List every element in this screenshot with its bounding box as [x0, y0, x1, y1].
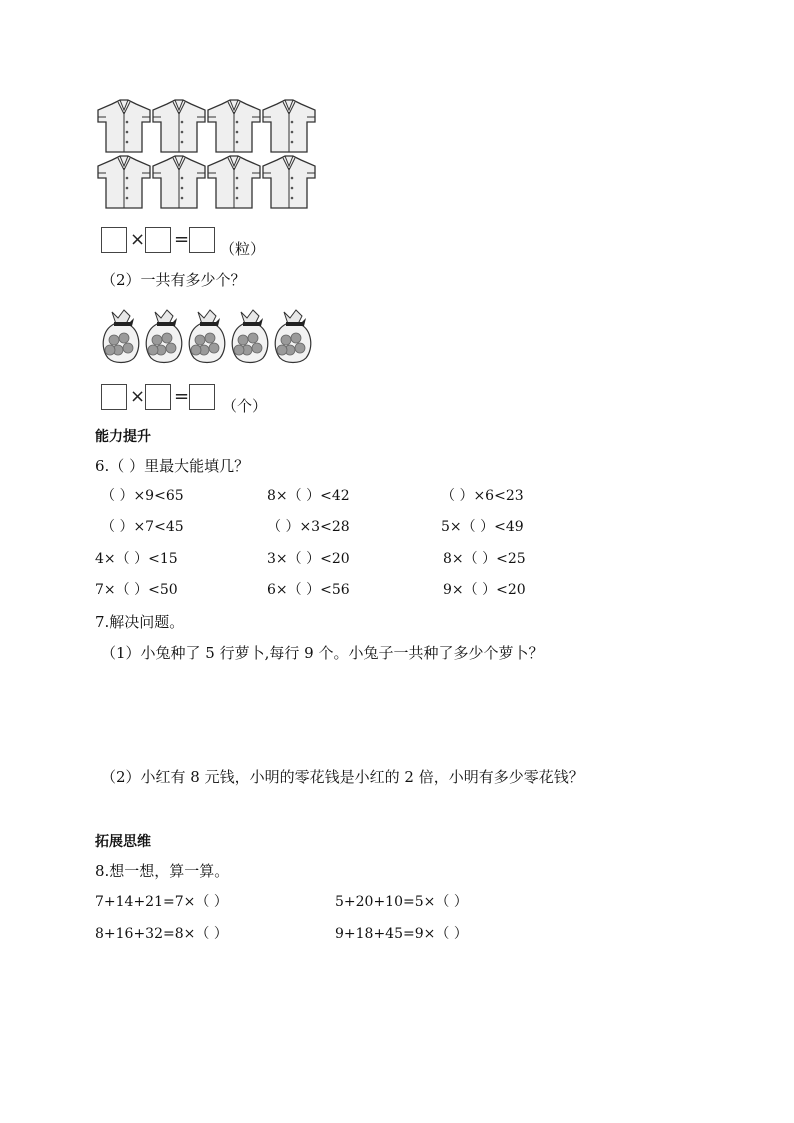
- section-heading: 拓展思维: [95, 834, 151, 850]
- inequality: 8×（ ）<42: [267, 488, 350, 504]
- equals-sign: =: [174, 386, 190, 407]
- shirt-icon: [98, 156, 150, 208]
- money-bag-icon: [103, 310, 139, 363]
- answer-box[interactable]: [101, 227, 127, 253]
- inequality: 9×（ ）<20: [443, 582, 526, 598]
- inequality: 7×（ ）<50: [95, 582, 178, 598]
- money-bag-icon: [275, 310, 311, 363]
- answer-box[interactable]: [101, 384, 127, 410]
- shirts-illustration: [98, 100, 338, 210]
- equation: 5+20+10=5×（ ）: [335, 894, 468, 910]
- money-bags-illustration: [100, 306, 320, 366]
- times-sign: ×: [130, 386, 146, 407]
- answer-box[interactable]: [189, 227, 215, 253]
- answer-box[interactable]: [189, 384, 215, 410]
- shirt-icon: [208, 100, 260, 152]
- money-bag-icon: [189, 310, 225, 363]
- inequality: （ ）×7<45: [101, 519, 184, 535]
- inequality: 5×（ ）<49: [441, 519, 524, 535]
- equation: 8+16+32=8×（ ）: [95, 926, 228, 942]
- question-7-title: 7.解决问题。: [95, 613, 185, 631]
- shirt-icon: [208, 156, 260, 208]
- inequality: 6×（ ）<56: [267, 582, 350, 598]
- question-6-title: 6.（ ）里最大能填几？: [95, 457, 250, 475]
- unit-label: （个）: [222, 397, 268, 415]
- q6-row: [95, 517, 615, 537]
- equation: 9+18+45=9×（ ）: [335, 926, 468, 942]
- shirt-icon: [153, 156, 205, 208]
- money-bag-icon: [146, 310, 182, 363]
- q8-row: [95, 892, 615, 912]
- q8-row: [95, 924, 615, 944]
- equation: 7+14+21=7×（ ）: [95, 894, 228, 910]
- shirt-icon: [153, 100, 205, 152]
- q6-row: [95, 549, 615, 569]
- answer-box[interactable]: [145, 227, 171, 253]
- unit-label: （粒）: [220, 240, 266, 258]
- inequality: （ ）×9<65: [101, 488, 184, 504]
- shirt-icon: [263, 100, 315, 152]
- inequality: 3×（ ）<20: [267, 551, 350, 567]
- question-7-part-2: （2）小红有 8 元钱，小明的零花钱是小红的 2 倍，小明有多少零花钱？: [101, 768, 584, 786]
- q6-row: [95, 580, 615, 600]
- shirt-icon: [263, 156, 315, 208]
- inequality: （ ）×3<28: [267, 519, 350, 535]
- inequality: （ ）×6<23: [441, 488, 524, 504]
- section-heading: 能力提升: [95, 429, 151, 445]
- inequality: 4×（ ）<15: [95, 551, 178, 567]
- equals-sign: =: [174, 229, 190, 250]
- question-8-title: 8.想一想，算一算。: [95, 862, 230, 880]
- shirt-icon: [98, 100, 150, 152]
- answer-box[interactable]: [145, 384, 171, 410]
- question-2: （2）一共有多少个？: [101, 271, 246, 289]
- money-bag-icon: [232, 310, 268, 363]
- inequality: 8×（ ）<25: [443, 551, 526, 567]
- times-sign: ×: [130, 229, 146, 250]
- question-7-part-1: （1）小兔种了 5 行萝卜,每行 9 个。小兔子一共种了多少个萝卜？: [101, 644, 544, 662]
- q6-row: [95, 486, 615, 506]
